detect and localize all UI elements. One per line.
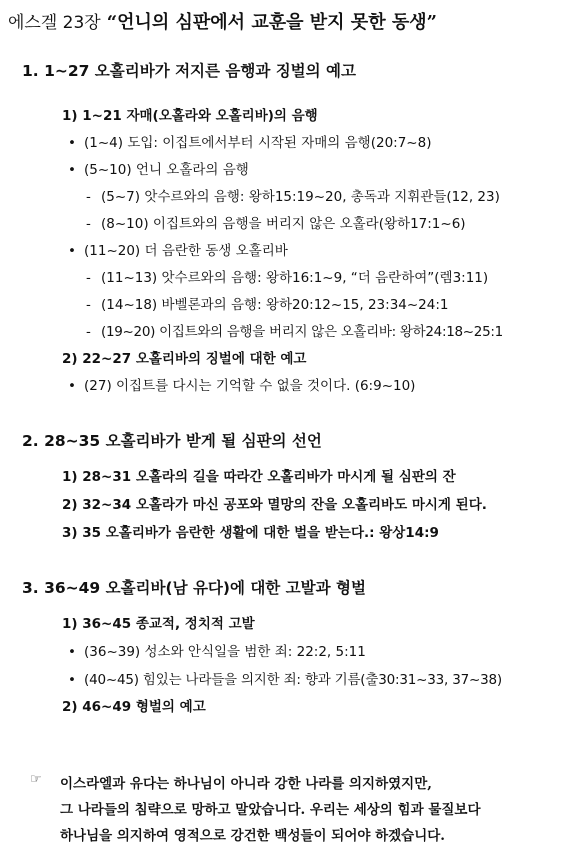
section-2-part-3: 3) 35 오홀리바가 음란한 생활에 대한 벌을 받는다.: 왕상14:9 <box>62 525 439 541</box>
dash-item <box>86 212 466 232</box>
bullet-mark: • <box>68 644 76 660</box>
bullet-mark: • <box>68 135 76 151</box>
dash-item <box>86 185 500 205</box>
bullet-mark: • <box>68 162 76 178</box>
bullet-mark: • <box>68 672 76 688</box>
section-2-part-2: 2) 32~34 오홀라가 마신 공포와 멸망의 잔을 오홀리바도 마시게 된다. <box>62 497 487 513</box>
dash-mark: - <box>86 270 91 286</box>
dash-item <box>86 266 488 286</box>
section-1-part-1-heading: 1) 1~21 자매(오홀라와 오홀리바)의 음행 <box>62 108 318 124</box>
dash-item <box>86 293 449 313</box>
section-1-part-2-heading: 2) 22~27 오홀리바의 징벌에 대한 예고 <box>62 351 307 367</box>
dash-text: (5~7) 앗수르와의 음행: 왕하15:19~20, 총독과 지휘관들(12, 23) <box>101 189 500 205</box>
dash-item <box>86 320 503 340</box>
note-line-1: 이스라엘과 유다는 하나님이 아니라 강한 나라를 의지하였지만, <box>60 776 432 792</box>
section-3-part-1-heading: 1) 36~45 종교적, 정치적 고발 <box>62 616 255 632</box>
dash-text: (19~20) 이집트와의 음행을 버리지 않은 오홀리바: 왕하24:18~25:1 <box>101 324 503 340</box>
dash-mark: - <box>86 189 91 205</box>
section-2-heading: 2. 28~35 오홀리바가 받게 될 심판의 선언 <box>22 432 322 450</box>
dash-text: (14~18) 바벨론과의 음행: 왕하20:12~15, 23:34~24:1 <box>101 297 449 313</box>
chapter-reference: 에스겔 23장 <box>8 13 101 33</box>
section-1-heading: 1. 1~27 오홀리바가 저지른 음행과 징벌의 예고 <box>22 62 356 80</box>
dash-text: (8~10) 이집트와의 음행을 버리지 않은 오홀라(왕하17:1~6) <box>101 216 466 232</box>
bullet-text: (36~39) 성소와 안식일을 범한 죄: 22:2, 5:11 <box>84 644 366 660</box>
chapter-subtitle: “언니의 심판에서 교훈을 받지 못한 동생” <box>106 12 437 33</box>
bullet-item <box>68 640 366 660</box>
dash-mark: - <box>86 297 91 313</box>
bullet-item <box>68 239 288 259</box>
bullet-text: (1~4) 도입: 이집트에서부터 시작된 자매의 음행(20:7~8) <box>84 135 432 151</box>
bullet-mark: • <box>68 243 76 259</box>
bullet-text: (40~45) 힘있는 나라들을 의지한 죄: 향과 기름(출30:31~33, 37~38) <box>84 672 502 688</box>
bullet-item <box>68 131 431 151</box>
dash-mark: - <box>86 324 91 340</box>
section-3-heading: 3. 36~49 오홀리바(남 유다)에 대한 고발과 형벌 <box>22 579 366 597</box>
page-title <box>8 8 437 34</box>
dash-text: (11~13) 앗수르와의 음행: 왕하16:1~9, “더 음란하여”(렘3:11) <box>101 270 489 286</box>
section-2-part-1: 1) 28~31 오홀라의 길을 따라간 오홀리바가 마시게 될 심판의 잔 <box>62 469 456 485</box>
note-line-2: 그 나라들의 침략으로 망하고 말았습니다. 우리는 세상의 힘과 물질보다 <box>60 802 481 818</box>
bullet-item <box>68 158 249 178</box>
bullet-mark: • <box>68 378 76 394</box>
bullet-text: (11~20) 더 음란한 동생 오홀리바 <box>84 243 288 259</box>
bullet-text: (5~10) 언니 오홀라의 음행 <box>84 162 249 178</box>
section-3-part-2-heading: 2) 46~49 형벌의 예고 <box>62 699 206 715</box>
pointing-hand-icon: ☞ <box>30 772 42 787</box>
bullet-text: (27) 이집트를 다시는 기억할 수 없을 것이다. (6:9~10) <box>84 378 416 394</box>
bullet-item <box>68 374 415 394</box>
bullet-item <box>68 668 502 688</box>
note-line-3: 하나님을 의지하여 영적으로 강건한 백성들이 되어야 하겠습니다. <box>60 828 446 844</box>
dash-mark: - <box>86 216 91 232</box>
